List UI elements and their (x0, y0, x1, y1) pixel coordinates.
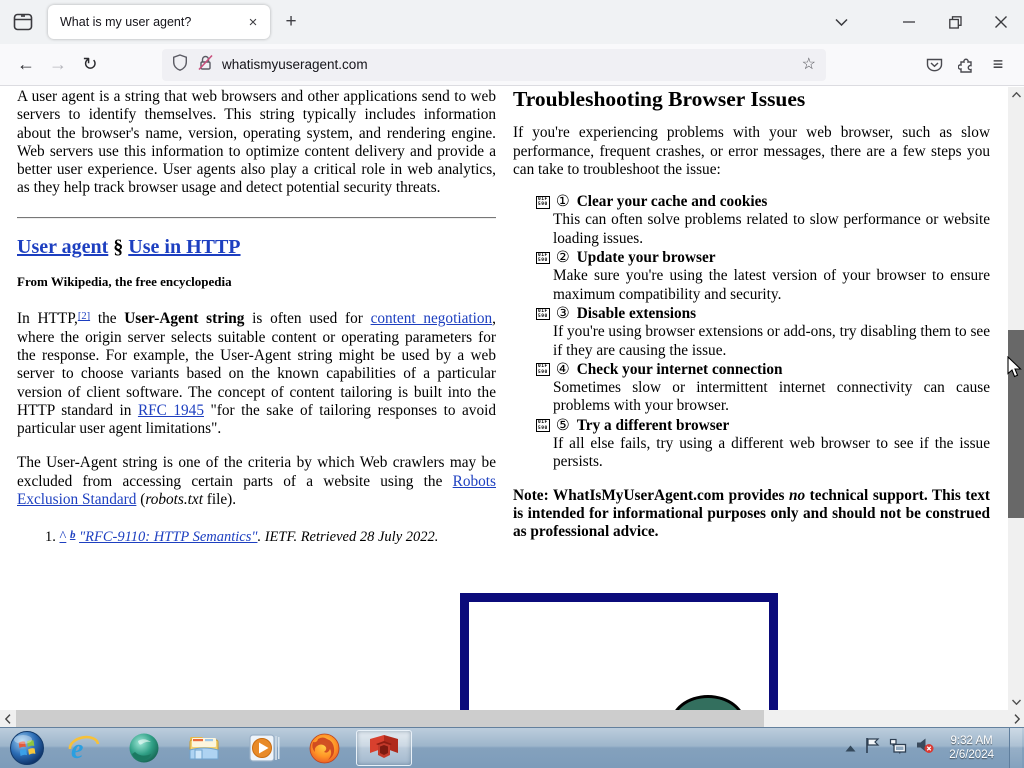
circled-number: ⑤ (555, 415, 570, 434)
circled-number: ② (555, 248, 570, 267)
list-item: 01F 590 ③ Disable extensions If you're using browser extensions or add-ons, try disabling them to see if they are causing the issue. (538, 303, 990, 359)
close-button[interactable] (978, 0, 1024, 44)
insecure-lock-icon[interactable] (197, 54, 214, 76)
troubleshooting-steps (513, 192, 990, 471)
url-text[interactable]: whatismyuseragent.com (222, 57, 368, 72)
scroll-left-icon[interactable] (0, 710, 15, 727)
restore-button[interactable] (932, 0, 978, 44)
active-tab[interactable] (48, 5, 270, 39)
scroll-down-icon[interactable] (1008, 694, 1024, 710)
horizontal-scrollbar-thumb[interactable] (16, 710, 764, 727)
extensions-puzzle-icon[interactable] (950, 49, 982, 81)
rfc-9110-link[interactable]: "RFC-9110: HTTP Semantics" (79, 529, 258, 546)
tab-bar (0, 0, 1024, 44)
forward-button: → (49, 54, 67, 74)
troubleshooting-heading: Troubleshooting Browser Issues (513, 87, 806, 111)
vertical-scrollbar[interactable] (1008, 87, 1024, 710)
file-explorer-icon[interactable] (174, 728, 234, 768)
rfc-1945-link[interactable]: RFC 1945 (137, 401, 204, 419)
disclaimer-note: Note: WhatIsMyUserAgent.com provides no technical support. This text is intended for informational purposes only and should not be construed as professional advice. (513, 486, 990, 541)
missing-glyph-icon: 01F 590 (538, 308, 548, 319)
minimize-button[interactable] (886, 0, 932, 44)
network-icon[interactable] (889, 738, 907, 759)
taskbar-clock[interactable] (943, 734, 1000, 762)
teal-dome-graphic (670, 695, 746, 710)
right-column (513, 87, 990, 542)
robots-exclusion-link[interactable]: Robots Exclusion Standard (17, 472, 496, 509)
circled-number: ④ (555, 359, 570, 378)
wikipedia-byline: From Wikipedia, the free encyclopedia (17, 274, 232, 290)
tab-title: What is my user agent? (60, 15, 192, 29)
left-column (17, 87, 496, 547)
hidden-icons-chevron-icon[interactable] (845, 739, 856, 757)
clock-time: 9:32 AM (950, 735, 993, 747)
scroll-up-icon[interactable] (1008, 87, 1024, 103)
show-desktop-button[interactable] (1009, 728, 1022, 768)
firefox-view-icon[interactable] (6, 5, 40, 39)
bookmark-star-icon[interactable]: ☆ (801, 55, 816, 73)
start-button[interactable] (0, 728, 54, 768)
bordered-graphic-box (460, 593, 778, 710)
horizontal-scrollbar[interactable] (0, 710, 1024, 727)
troubleshooting-intro: If you're experiencing problems with your web browser, such as slow performance, frequent crashes, or error messages, there are a few steps you can take to troubleshoot the issue: (513, 124, 990, 178)
section-symbol: § (113, 235, 124, 258)
missing-glyph-icon: 01F 590 (538, 364, 548, 375)
menu-hamburger-icon[interactable]: ≡ (992, 54, 1004, 74)
use-in-http-link[interactable]: Use in HTTP (128, 235, 241, 258)
media-player-icon[interactable] (234, 728, 294, 768)
list-item: 01F 590 ④ Check your internet connection Sometimes slow or intermittent internet connectivity can cause problems with your browser. (538, 359, 990, 415)
footnote-2-link[interactable]: [2] (77, 311, 91, 323)
circled-number: ① (555, 192, 570, 211)
navigation-toolbar (0, 44, 1024, 86)
scroll-right-icon[interactable] (1009, 710, 1024, 727)
intro-paragraph: A user agent is a string that web browsers and other applications send to web servers to identify themselves. This string typically includes information about the browser's name, version, operating system, and rendering engine. Web servers use this information to optimize content delivery and provide a better user experience. User agents also play a critical role in web analytics, as they help track browser usage and detect potential security threats. (17, 88, 496, 197)
user-agent-link[interactable]: User agent (17, 235, 109, 258)
clock-date: 2/6/2024 (949, 749, 994, 761)
backref-b-link[interactable]: b (69, 529, 76, 542)
circled-number: ③ (555, 303, 570, 322)
internet-explorer-icon[interactable] (54, 728, 114, 768)
list-item: 01F 590 ⑤ Try a different browser If all else fails, try using a different web browser to see if the issue persists. (538, 415, 990, 471)
tracking-shield-icon[interactable] (172, 54, 188, 76)
windows-taskbar (0, 727, 1024, 768)
pocket-icon[interactable] (918, 49, 950, 81)
list-item: 01F 590 ① Clear your cache and cookies This can often solve problems related to slow performance or website loading issues. (538, 192, 990, 247)
url-bar[interactable] (162, 49, 826, 81)
firefox-icon[interactable] (294, 728, 354, 768)
list-item: 01F 590 ② Update your browser Make sure you're using the latest version of your browser to ensure maximum compatibility and security. (538, 248, 990, 303)
http-paragraph: In HTTP,[2] the User-Agent string is often used for content negotiation, where the origin server selects suitable content or operating parameters for the response. For example, the User-Agent string might be used by a web server to choose variants based on the known capabilities of a particular version of client software. The concept of content tailoring is built into the HTTP standard in RFC 1945 "for the sake of tailoring responses to avoid particular user agent limitations". (17, 310, 496, 438)
divider (17, 217, 496, 219)
missing-glyph-icon: 01F 590 (538, 196, 548, 208)
tab-list-chevron-icon[interactable] (824, 5, 858, 39)
mouse-cursor (1007, 356, 1023, 383)
back-button[interactable]: ← (17, 54, 35, 74)
missing-glyph-icon: 01F 590 (538, 252, 548, 264)
missing-glyph-icon: 01F 590 (538, 420, 548, 431)
backref-caret-link[interactable]: ^ (59, 529, 67, 546)
svg-text:e: e (71, 734, 84, 764)
new-tab-button[interactable]: + (285, 11, 297, 32)
tab-close-icon[interactable]: × (248, 13, 258, 31)
crawler-paragraph: The User-Agent string is one of the criteria by which Web crawlers may be excluded from accessing certain parts of a website using the Robots Exclusion Standard (robots.txt file). (17, 454, 496, 509)
volume-muted-icon[interactable] (916, 737, 934, 759)
page-content (0, 87, 1024, 710)
content-negotiation-link[interactable]: content negotiation (370, 310, 493, 328)
section-heading (17, 235, 496, 258)
reload-button[interactable]: ↻ (82, 54, 98, 74)
active-app-button[interactable] (356, 730, 412, 766)
green-orb-app-icon[interactable] (114, 728, 174, 768)
system-tray (845, 728, 1024, 768)
toolbar-right-group (918, 49, 1014, 81)
action-center-flag-icon[interactable] (865, 737, 880, 759)
reference-item: 1. ^ $^b$ "RFC-9110: HTTP Semantics". IETF. Retrieved 28 July 2022. (45, 529, 439, 546)
